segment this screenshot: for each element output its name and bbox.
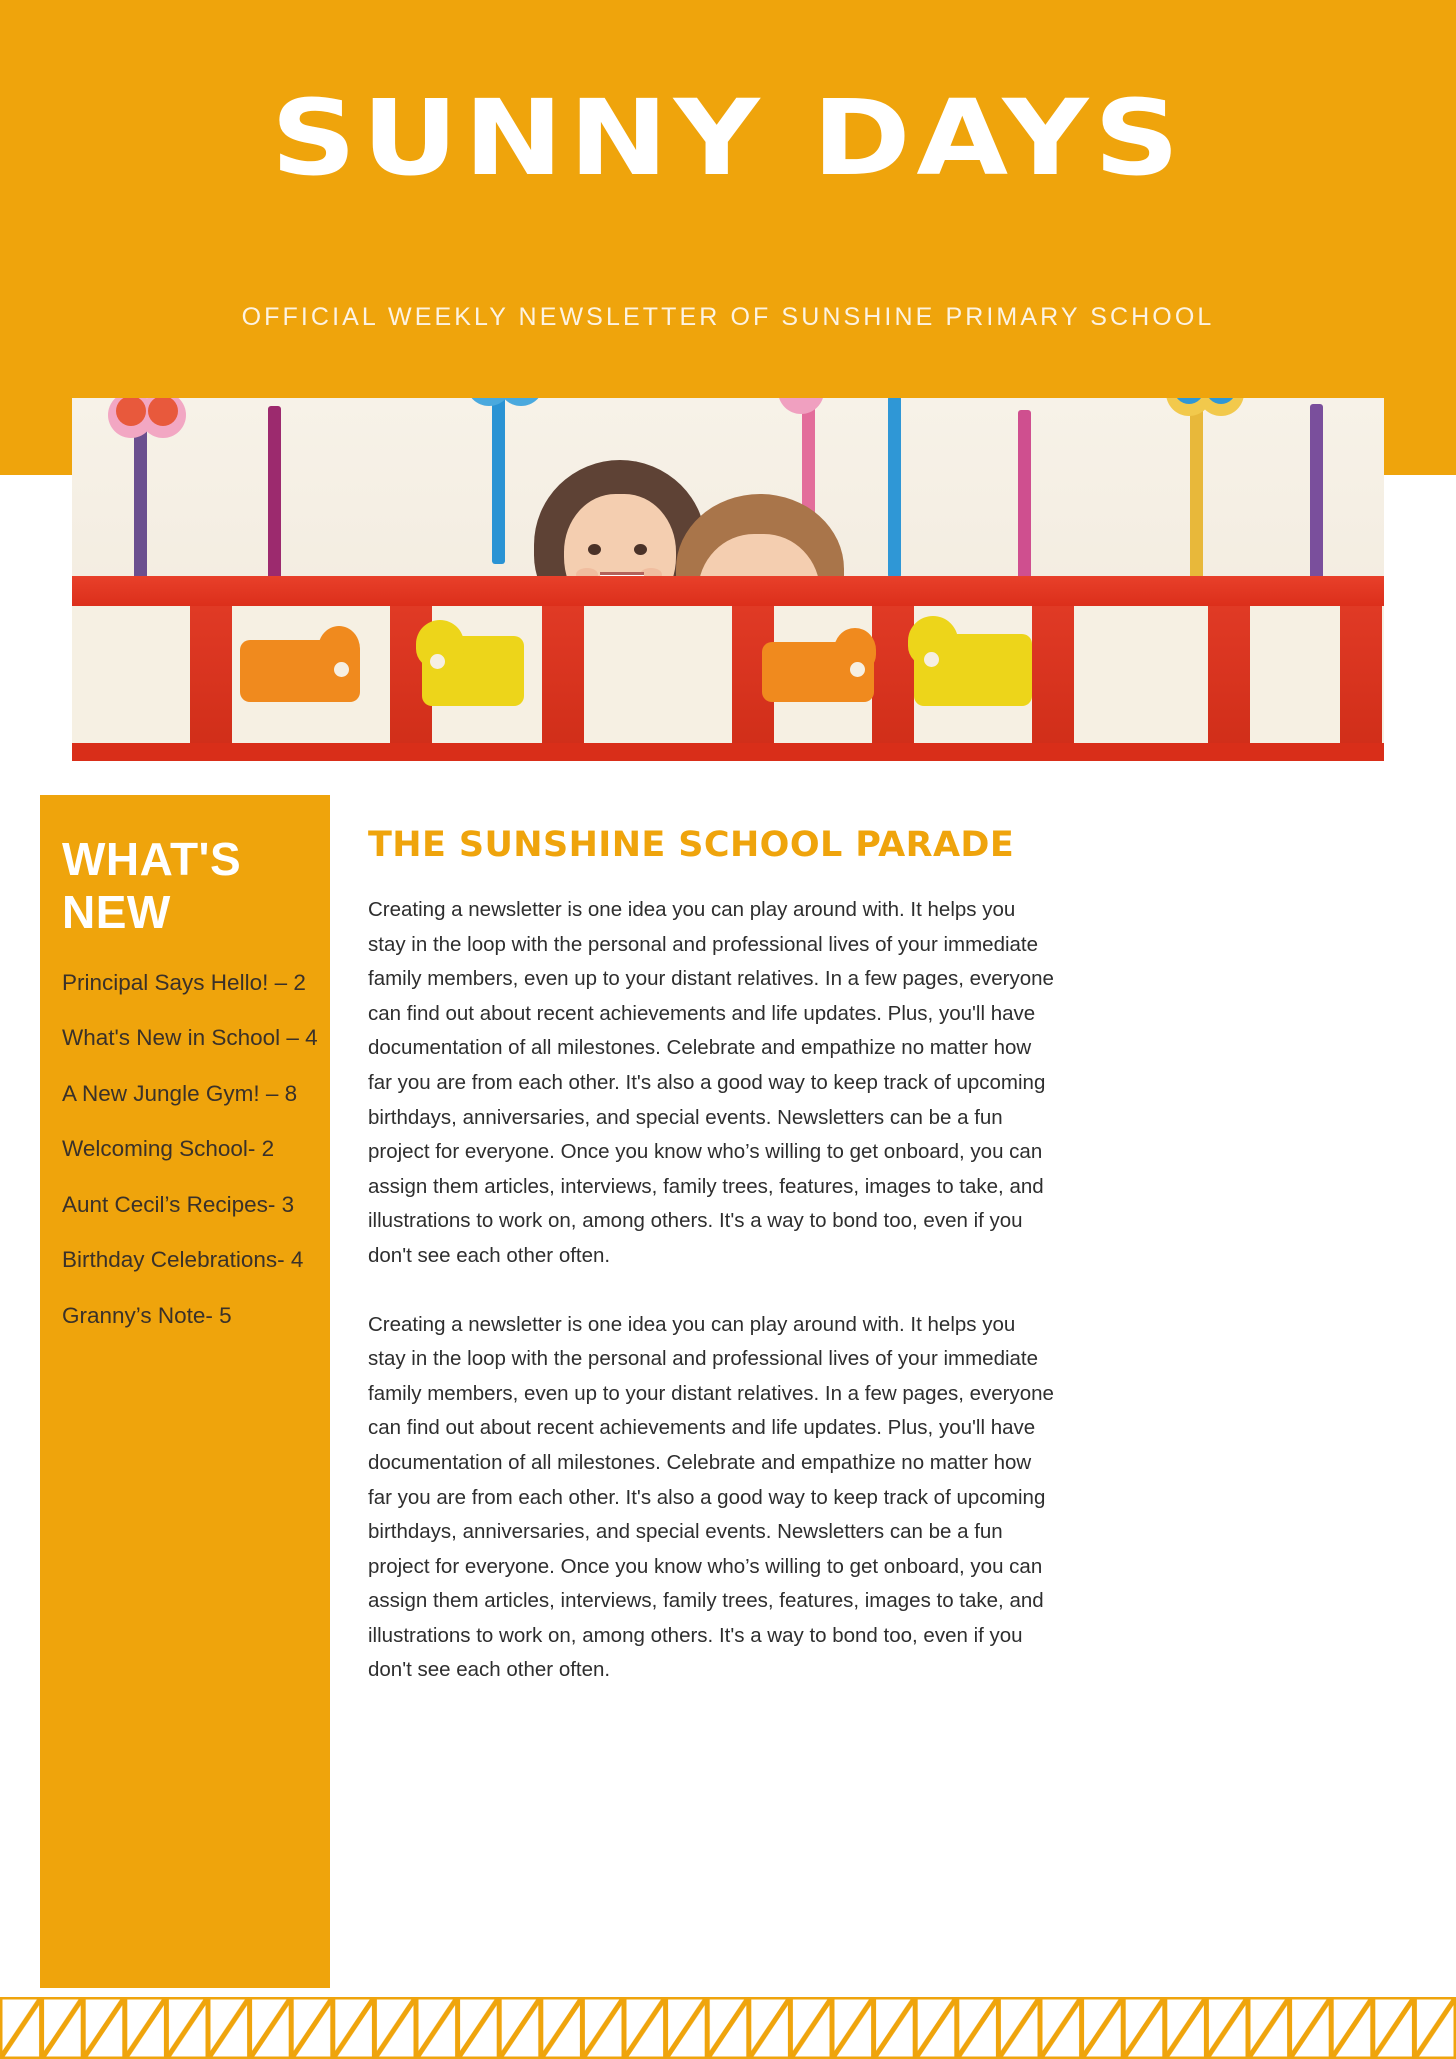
bench-slat	[542, 606, 584, 761]
page-title: SUNNY DAYS	[270, 77, 1186, 199]
cat-cutout	[762, 642, 874, 702]
bench-slat	[1032, 606, 1074, 761]
article-paragraph: Creating a newsletter is one idea you can play around with. It helps you stay in the loop with the personal and professional lives of your immediate family members, even up to your distant relatives. In a few pages, everyone can find out about recent achievements and life updates. Plus, you'll have documentation of all milestones. Celebrate and empathize no matter how far you are from each other. It's also a good way to keep track of upcoming birthdays, anniversaries, and special events. Newsletters can be a fun project for everyone. Once you know who’s willing to get onboard, you can assign them articles, interviews, family trees, features, images to take, and illustrations to work on, among others. It's a way to bond too, even if you don't see each other often.	[368, 1312, 1054, 1682]
sidebar-item-a-new-jungle-gym[interactable]: A New Jungle Gym! – 8	[62, 1080, 298, 1106]
sidebar-list	[62, 969, 330, 1329]
sidebar-item-birthday-celebrations[interactable]: Birthday Celebrations- 4	[62, 1247, 304, 1273]
sidebar-heading: WHAT'S NEW	[62, 833, 242, 938]
dog-cutout	[422, 636, 524, 706]
bench-slat	[1340, 606, 1382, 761]
bench-slat	[1208, 606, 1250, 761]
article-headline: THE SUNSHINE SCHOOL PARADE	[368, 825, 1015, 865]
article-sunshine-school-parade	[368, 795, 1058, 1722]
cat-cutout	[240, 640, 360, 702]
sidebar-item-whats-new-in-school[interactable]: What's New in School – 4	[62, 1025, 318, 1051]
masthead-subtitle: OFFICIAL WEEKLY NEWSLETTER OF SUNSHINE PRIMARY SCHOOL	[241, 303, 1215, 331]
sidebar-item-grannys-note[interactable]: Granny’s Note- 5	[62, 1302, 232, 1328]
sidebar-whats-new	[40, 795, 330, 1988]
dog-cutout	[914, 634, 1032, 706]
bench-bottom-rail	[72, 743, 1384, 761]
bench-slat	[190, 606, 232, 761]
bench-top-rail	[72, 576, 1384, 606]
bench-slat	[872, 606, 914, 761]
sidebar-item-aunt-cecils-recipes[interactable]: Aunt Cecil’s Recipes- 3	[62, 1191, 295, 1217]
sidebar-item-principal-says-hello[interactable]: Principal Says Hello! – 2	[62, 969, 306, 995]
footer-decorative-border	[0, 1997, 1456, 2059]
article-paragraph: Creating a newsletter is one idea you can play around with. It helps you stay in the loop with the personal and professional lives of your immediate family members, even up to your distant relatives. In a few pages, everyone can find out about recent achievements and life updates. Plus, you'll have documentation of all milestones. Celebrate and empathize no matter how far you are from each other. It's also a good way to keep track of upcoming birthdays, anniversaries, and special events. Newsletters can be a fun project for everyone. Once you know who’s willing to get onboard, you can assign them articles, interviews, family trees, features, images to take, and illustrations to work on, among others. It's a way to bond too, even if you don't see each other often.	[368, 898, 1054, 1267]
hero-photo	[72, 398, 1384, 761]
sidebar-item-welcoming-school[interactable]: Welcoming School- 2	[62, 1136, 275, 1162]
